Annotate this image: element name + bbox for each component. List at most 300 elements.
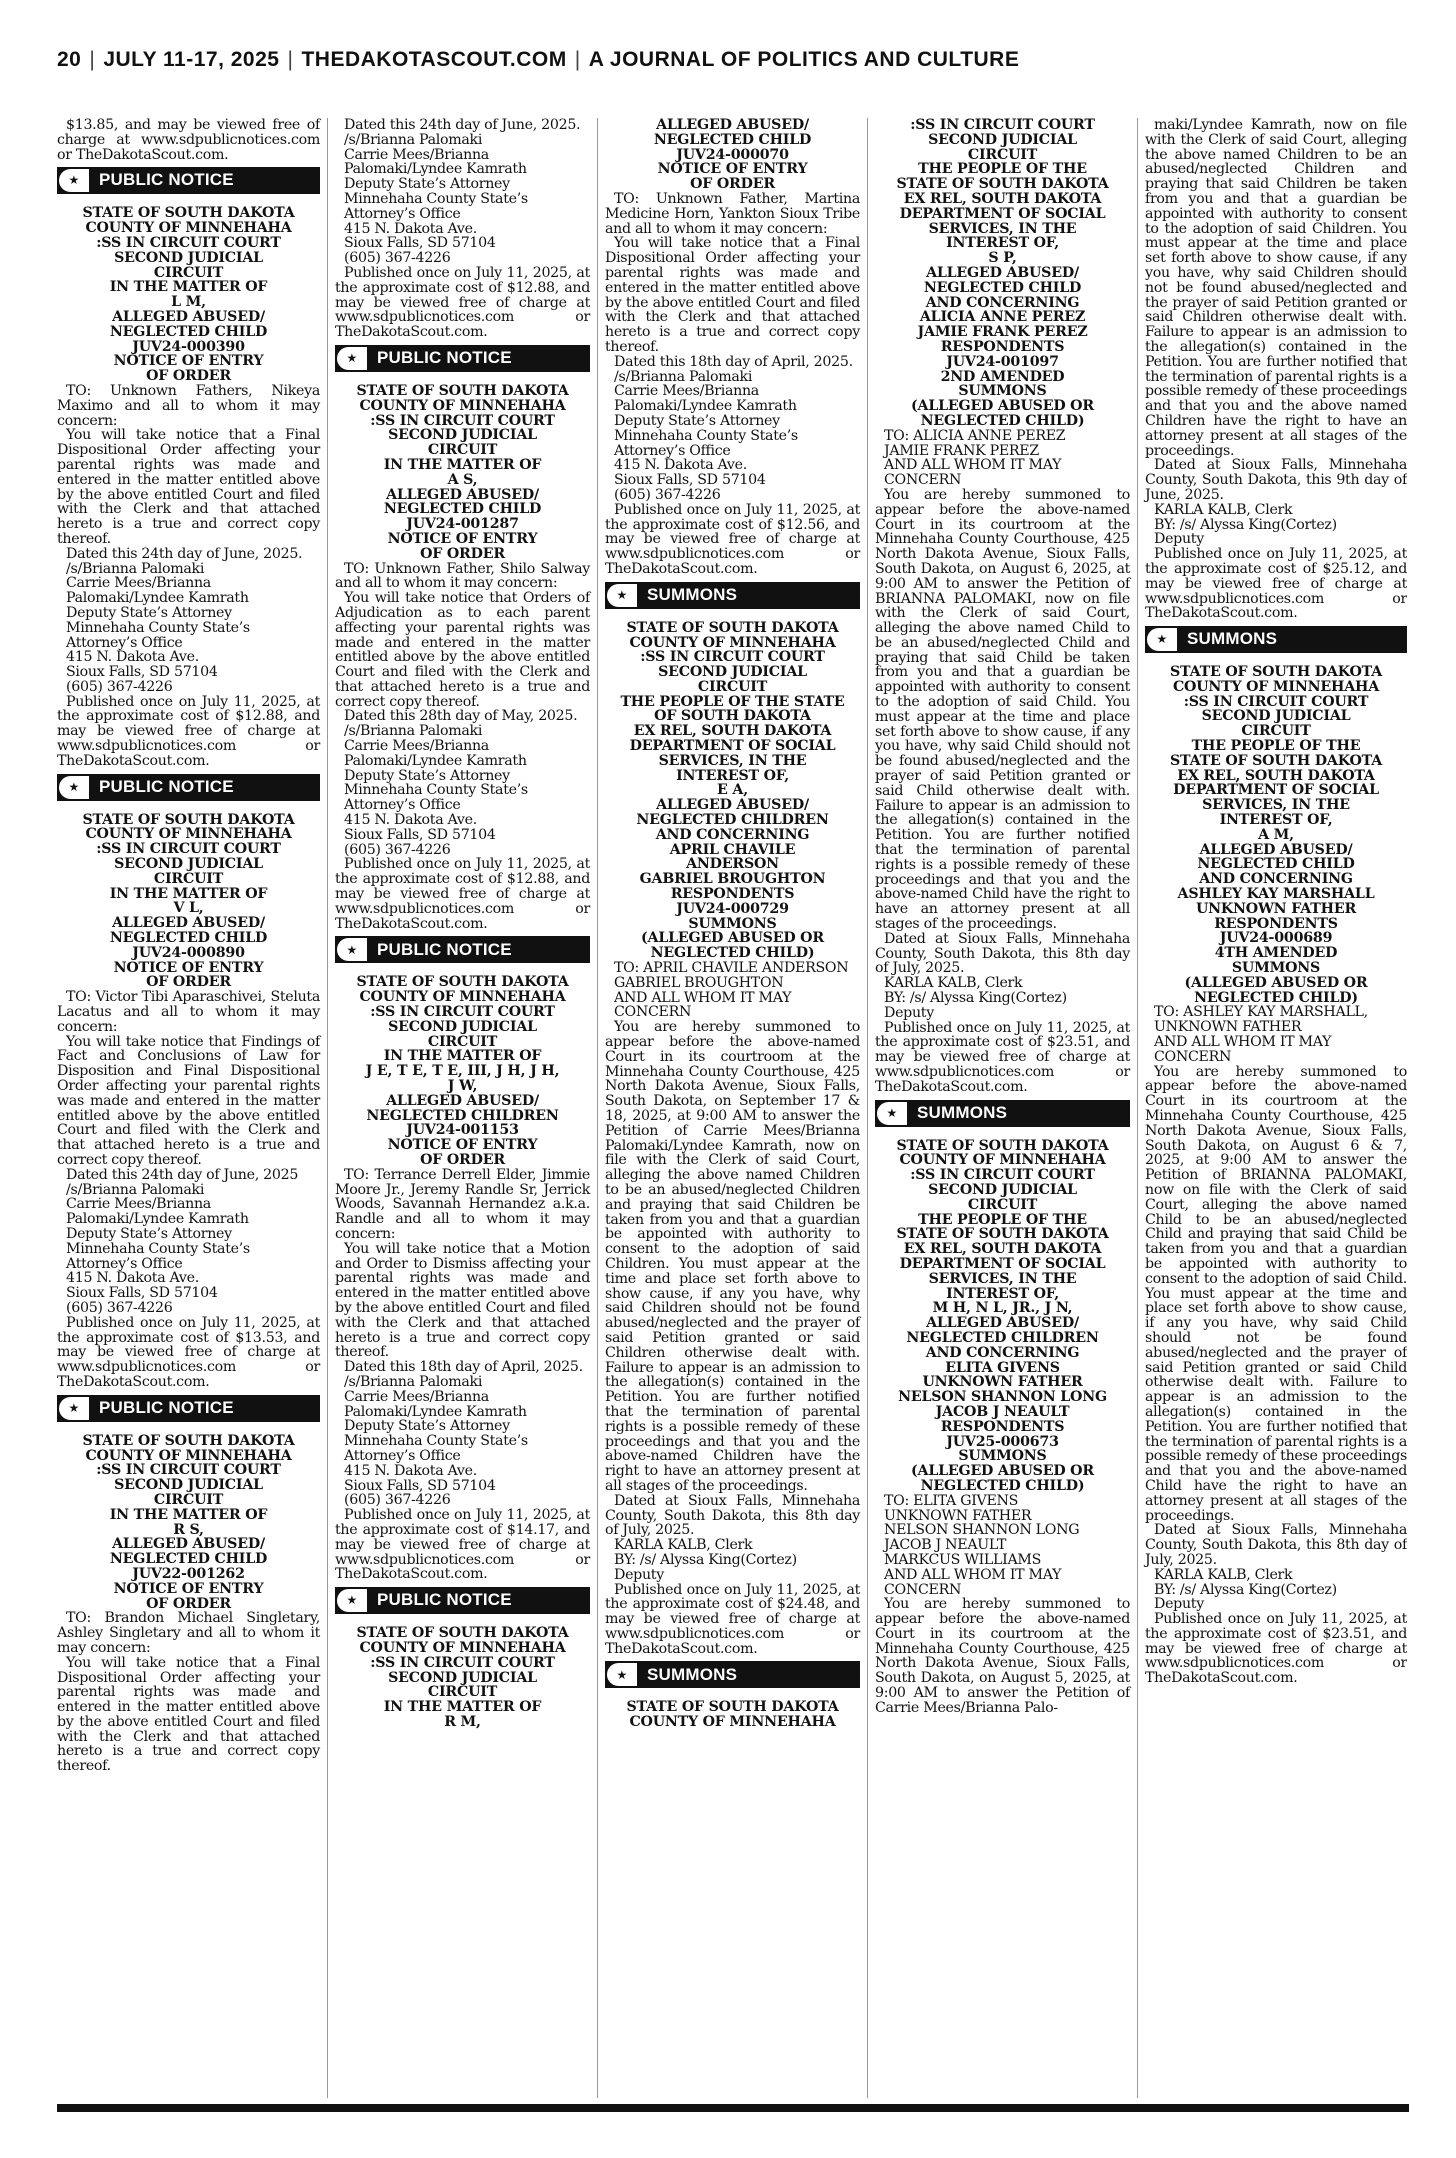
notice-heading-line: SECOND JUDICIAL	[928, 131, 1077, 148]
notice-heading-line: CIRCUIT	[967, 1196, 1038, 1213]
notice-paragraph: You will take notice that a Final Dispositional Order affecting your parental rights was made and entered in the matter entitled above by the above entitled Court and filed with the Clerk and that attached hereto is a true and correct copy thereof.	[605, 235, 860, 355]
notice-heading-line: EX REL, SOUTH DAKOTA	[1177, 767, 1375, 784]
notice-heading-line: COUNTY OF MINNEHAHA	[85, 826, 292, 843]
bottom-rule	[57, 2104, 1409, 2112]
column-2	[327, 118, 597, 2098]
notice-heading-line: NEGLECTED CHILD	[383, 501, 542, 518]
scout-logo-icon: ★	[875, 1100, 909, 1127]
notice-heading-line: STATE OF SOUTH DAKOTA	[82, 205, 295, 222]
notice-heading-line: NOTICE OF ENTRY	[113, 959, 264, 976]
signature-line: /s/Brianna Palomaki	[344, 723, 483, 740]
notice-heading-line: JUV24-000070	[676, 146, 789, 163]
signature-line: Carrie Mees/Brianna Palomaki/Lyndee Kamrath	[66, 575, 249, 607]
site-link[interactable]: THEDAKOTASCOUT.COM	[301, 48, 567, 71]
notice-heading-line: SECOND JUDICIAL	[388, 1018, 537, 1035]
notice-paragraph: You are hereby summoned to appear before the above-named Court in its courtroom at the Minnehaha County Courthouse, 425 North Dakota Avenue, Sioux Falls, South Dakota, on August 5, 2025, at 9:00 AM to answer the Petition of Carrie Mees/Brianna Palo-	[875, 1596, 1130, 1716]
signature-line: BY: /s/ Alyssa King(Cortez)	[1154, 516, 1337, 533]
signature-line: /s/Brianna Palomaki	[66, 1181, 205, 1198]
signature-line: Sioux Falls, SD 57104	[614, 472, 766, 489]
notice-paragraph: Dated this 18th day of April, 2025.	[344, 1359, 583, 1376]
notice-heading-line: SECOND JUDICIAL	[1201, 708, 1351, 725]
notice-heading-line: CIRCUIT	[427, 1033, 498, 1050]
notice-heading-line: DEPARTMENT OF SOCIAL	[899, 1255, 1106, 1272]
notice-heading-line: 4TH AMENDED	[1214, 945, 1338, 962]
scout-logo-icon: ★	[335, 936, 369, 963]
notice-heading-line: AND CONCERNING	[655, 826, 810, 843]
notice-recipient-line: TO: ASHLEY KAY MARSHALL, UNKNOWN FATHER	[1154, 1004, 1368, 1036]
notice-recipient-line: TO: ALICIA ANNE PEREZ	[884, 427, 1066, 444]
signature-line: 415 N. Dakota Ave.	[66, 649, 199, 666]
notice-heading-line: ELITA GIVENS	[945, 1359, 1060, 1376]
notice-heading-line: SERVICES, IN THE	[928, 220, 1077, 237]
signature-line: Deputy State’s Attorney	[344, 767, 510, 784]
notice-heading-line: A S,	[447, 471, 478, 488]
notice-heading-line: CIRCUIT	[427, 1684, 498, 1701]
notice-paragraph: TO: Unknown Fathers, Nikeya Maximo and all to whom it may concern:	[57, 382, 320, 429]
signature-line: (605) 367-4226	[614, 486, 721, 503]
notice-heading-line: SECOND JUDICIAL	[114, 856, 263, 873]
notice-heading-line: THE PEOPLE OF THE	[918, 1211, 1087, 1228]
notice-paragraph: TO: Victor Tibi Aparaschivei, Steluta Lacatus and all to whom it may concern:	[57, 989, 320, 1035]
signature-line: Carrie Mees/Brianna Palomaki/Lyndee Kamrath	[344, 146, 527, 178]
notice-heading-line: INTEREST OF,	[1219, 812, 1333, 829]
notice-heading-line: NOTICE OF ENTRY	[387, 530, 538, 547]
notice-heading-line: SERVICES, IN THE	[1202, 797, 1350, 814]
signature-line: Sioux Falls, SD 57104	[344, 235, 496, 252]
signature-line: KARLA KALB, Clerk	[1154, 501, 1293, 518]
notice-heading-line: IN THE MATTER OF	[109, 885, 268, 902]
notice-heading-line: IN THE MATTER OF	[383, 1699, 542, 1716]
notice-banner	[605, 1661, 860, 1688]
notice-heading-line: NEGLECTED CHILD	[653, 131, 812, 148]
notice-heading-line: :SS IN CIRCUIT COURT	[640, 649, 825, 666]
notice-heading-line: IN THE MATTER OF	[383, 456, 542, 473]
notice-heading-line: STATE OF SOUTH DAKOTA	[626, 619, 839, 636]
notice-heading-line: ALLEGED ABUSED/	[656, 797, 809, 814]
notice-heading-line: STATE OF SOUTH DAKOTA	[896, 176, 1109, 193]
scout-logo-icon: ★	[57, 167, 91, 194]
signature-line: Sioux Falls, SD 57104	[344, 826, 496, 843]
notice-heading-line: JUV24-000390	[132, 338, 245, 355]
notice-heading-line: SUMMONS	[1231, 960, 1321, 977]
banner-label: PUBLIC NOTICE	[377, 939, 512, 959]
signature-line: BY: /s/ Alyssa King(Cortez)	[884, 990, 1067, 1007]
publication-note: Published once on July 11, 2025, at the approximate cost of $13.53, and may be viewed free of charge at www.sdpublicnotices.com or TheDakotaScout.com.	[57, 1314, 320, 1390]
notice-recipient-line: MARKCUS WILLIAMS	[884, 1551, 1042, 1568]
signature-line: Minnehaha County State’s Attorney’s Office	[66, 1240, 250, 1272]
notice-heading-line: CIRCUIT	[153, 870, 224, 887]
signature-line: BY: /s/ Alyssa King(Cortez)	[614, 1551, 797, 1568]
notice-banner	[335, 345, 590, 372]
notice-heading-line: AND CONCERNING	[925, 294, 1080, 311]
notice-heading-line: UNKNOWN FATHER	[1195, 900, 1357, 917]
signature-line: 415 N. Dakota Ave.	[66, 1270, 199, 1287]
notice-heading-line: JUV24-000890	[132, 944, 245, 961]
banner-label: SUMMONS	[1187, 629, 1278, 649]
notice-heading-line: JAMIE FRANK PEREZ	[917, 324, 1088, 341]
notice-heading-line: M H, N L, JR., J N,	[932, 1300, 1073, 1317]
notice-heading-line: COUNTY OF MINNEHAHA	[899, 1152, 1106, 1169]
notice-heading-line: :SS IN CIRCUIT COURT	[370, 1654, 555, 1671]
notice-heading-line: SERVICES, IN THE	[928, 1270, 1077, 1287]
notice-heading-line: ALLEGED ABUSED/	[112, 308, 265, 325]
notice-heading-line: OF SOUTH DAKOTA	[654, 708, 811, 725]
notice-paragraph: Dated this 24th day of June, 2025	[66, 1166, 299, 1183]
notice-heading-line: ALLEGED ABUSED/	[926, 264, 1079, 281]
notice-recipient-line: NELSON SHANNON LONG	[884, 1522, 1080, 1539]
notice-heading-line: NOTICE OF ENTRY	[113, 353, 264, 370]
notice-heading-line: RESPONDENTS	[670, 886, 795, 903]
scout-logo-icon: ★	[605, 1661, 639, 1688]
notice-recipient-line: TO: ELITA GIVENS	[884, 1492, 1019, 1509]
notice-heading-line: CIRCUIT	[153, 1491, 224, 1508]
notice-recipient-line: GABRIEL BROUGHTON	[614, 974, 784, 991]
notice-recipient-line: AND ALL WHOM IT MAY CONCERN	[614, 989, 792, 1021]
signature-line: KARLA KALB, Clerk	[1154, 1566, 1293, 1583]
notice-paragraph: You are hereby summoned to appear before the above-named Court in its courtroom at the Minnehaha County Courthouse, 425 North Dakota Avenue, Sioux Falls, South Dakota, on August 6 & 7, 2025, at 9:00 AM to answer the Petition of BRIANNA PALOMAKI, now on file with the Clerk of said Court, alleging the above named Child to be an abused/neglected Child and praying that said Child be taken from you and that a guardian be appointed with authority to consent to the adoption of said Child. You must appear at the time and place set forth above to show cause, if any you have, why said Child should not be found abused/neglected and the prayer of said Petition granted or said Child otherwise dealt with. Failure to appear is an admission to the allegation(s) contained in the Petition. You are further notified that the termination of parental rights is a possible remedy of these proceedings and that you and the above-named Child have the right to have an attorney present at all stages of the proceedings.	[1145, 1063, 1407, 1524]
notice-heading-line: :SS IN CIRCUIT COURT	[910, 118, 1095, 133]
notice-heading-line: SUMMONS	[958, 1448, 1047, 1465]
notice-heading-line: COUNTY OF MINNEHAHA	[85, 1447, 292, 1464]
notice-heading-line: STATE OF SOUTH DAKOTA	[896, 1137, 1109, 1154]
notice-heading-line: JUV25-000673	[946, 1433, 1059, 1450]
notice-heading-line: JUV24-001153	[406, 1122, 519, 1139]
notice-heading-line: :SS IN CIRCUIT COURT	[1183, 693, 1369, 710]
notice-heading-line: NEGLECTED CHILD	[109, 930, 268, 947]
notice-heading-line: SECOND JUDICIAL	[388, 1669, 537, 1686]
signature-line: Carrie Mees/Brianna Palomaki/Lyndee Kamrath	[66, 1196, 249, 1228]
scout-logo-icon: ★	[1145, 626, 1179, 653]
notice-heading-line: DEPARTMENT OF SOCIAL	[629, 738, 836, 755]
notice-heading-line: RESPONDENTS	[940, 1418, 1065, 1435]
notice-heading-line: DEPARTMENT OF SOCIAL	[899, 205, 1106, 222]
signature-line: Carrie Mees/Brianna Palomaki/Lyndee Kamrath	[344, 1388, 527, 1420]
signature-line: (605) 367-4226	[66, 1299, 173, 1316]
notice-heading-line: JACOB J NEAULT	[935, 1403, 1070, 1420]
notice-heading-line: COUNTY OF MINNEHAHA	[1172, 678, 1380, 695]
notice-paragraph: Dated this 24th day of June, 2025.	[344, 118, 581, 133]
notice-heading-line: OF ORDER	[146, 974, 231, 991]
notice-heading-line: COUNTY OF MINNEHAHA	[85, 220, 292, 237]
notice-heading-line: L M,	[171, 294, 206, 311]
signature-line: Minnehaha County State’s Attorney’s Office	[344, 782, 528, 814]
notice-recipient-line: AND ALL WHOM IT MAY CONCERN	[884, 1566, 1062, 1598]
notice-paragraph: You will take notice that Findings of Fact and Conclusions of Law for Disposition and Final Dispositional Order affecting your parental rights was made and entered in the matter entitled above by the above entitled Court and filed with the Clerk and that attached hereto is a true and correct copy thereof.	[57, 1033, 320, 1168]
notice-recipient-line: AND ALL WHOM IT MAY CONCERN	[1154, 1034, 1332, 1065]
notice-heading-line: ALLEGED ABUSED/	[386, 1092, 539, 1109]
notice-heading-line: J E, T E, T E, III, J H, J H,	[365, 1063, 560, 1080]
signature-line: Minnehaha County State’s Attorney’s Office	[344, 190, 528, 222]
notice-heading-line: ASHLEY KAY MARSHALL	[1177, 886, 1375, 903]
notice-heading-line: DEPARTMENT OF SOCIAL	[1173, 782, 1379, 799]
notice-heading-line: INTEREST OF,	[676, 767, 789, 784]
signature-line: (605) 367-4226	[344, 1492, 451, 1509]
notice-heading-line: OF ORDER	[420, 1152, 505, 1168]
page-header: 20 | JULY 11-17, 2025 | THEDAKOTASCOUT.COM | A JOURNAL OF POLITICS AND CULTURE	[57, 48, 1020, 71]
banner-label: PUBLIC NOTICE	[377, 1590, 512, 1610]
notice-heading-line: NOTICE OF ENTRY	[113, 1580, 264, 1597]
notice-heading-line: NOTICE OF ENTRY	[657, 161, 808, 178]
publication-note: Published once on July 11, 2025, at the approximate cost of $23.51, and may be viewed free of charge at www.sdpublicnotices.com or TheDakotaScout.com.	[875, 1019, 1130, 1095]
notice-heading-line: NOTICE OF ENTRY	[387, 1137, 538, 1154]
notice-heading-line: SECOND JUDICIAL	[114, 249, 263, 266]
notice-heading-line: S P,	[988, 250, 1017, 267]
notice-heading-line: NEGLECTED CHILDREN	[906, 1329, 1099, 1346]
notice-heading-line: SECOND JUDICIAL	[388, 427, 537, 444]
notice-heading-line: STATE OF SOUTH DAKOTA	[1169, 752, 1383, 769]
notice-columns	[57, 118, 1409, 2098]
notice-heading-line: R M,	[444, 1713, 481, 1730]
column-5	[1137, 118, 1407, 2098]
notice-heading-line: GABRIEL BROUGHTON	[639, 871, 826, 888]
notice-heading-line: CIRCUIT	[1241, 723, 1311, 740]
notice-heading-line: COUNTY OF MINNEHAHA	[359, 989, 566, 1006]
notice-heading-line: V L,	[173, 900, 204, 917]
scout-logo-icon: ★	[335, 1587, 369, 1614]
notice-heading-line: EX REL, SOUTH DAKOTA	[903, 1241, 1102, 1258]
signature-line: /s/Brianna Palomaki	[614, 368, 753, 385]
signature-line: Carrie Mees/Brianna Palomaki/Lyndee Kamrath	[614, 383, 797, 415]
notice-heading-line: STATE OF SOUTH DAKOTA	[896, 1226, 1109, 1243]
signature-line: /s/Brianna Palomaki	[66, 560, 205, 577]
notice-heading-line: NEGLECTED CHILD	[109, 1551, 268, 1568]
notice-heading-line: 2ND AMENDED	[940, 368, 1065, 385]
notice-banner	[57, 774, 320, 801]
notice-heading-line: NEGLECTED CHILD)	[920, 1477, 1085, 1494]
notice-heading-line: NEGLECTED CHILDREN	[636, 812, 829, 829]
notice-heading-line: JUV24-001287	[406, 516, 519, 533]
scout-logo-icon: ★	[57, 774, 91, 801]
notice-heading-line: SUMMONS	[958, 383, 1047, 400]
notice-heading-line: :SS IN CIRCUIT COURT	[370, 412, 555, 429]
notice-heading-line: NEGLECTED CHILD	[923, 279, 1082, 296]
notice-paragraph: Dated this 18th day of April, 2025.	[614, 353, 853, 370]
notice-heading-line: EX REL, SOUTH DAKOTA	[633, 723, 832, 740]
notice-paragraph: Dated at Sioux Falls, Minnehaha County, South Dakota, this 8th day of July, 2025.	[605, 1492, 860, 1539]
notice-heading-line: :SS IN CIRCUIT COURT	[96, 234, 281, 251]
publication-note: Published once on July 11, 2025, at the approximate cost of $12.56, and may be viewed free of charge at www.sdpublicnotices.com or TheDakotaScout.com.	[605, 501, 860, 577]
notice-heading-line: R S,	[173, 1521, 204, 1538]
signature-line: Sioux Falls, SD 57104	[66, 1285, 218, 1302]
signature-line: Deputy State’s Attorney	[66, 1225, 232, 1242]
scout-logo-icon: ★	[335, 345, 369, 372]
notice-heading-line: OF ORDER	[690, 176, 775, 193]
publication-note: Published once on July 11, 2025, at the approximate cost of $12.88, and may be viewed free of charge at www.sdpublicnotices.com or TheDakotaScout.com.	[335, 856, 590, 932]
notice-banner	[57, 1395, 320, 1422]
publication-note: Published once on July 11, 2025, at the approximate cost of $12.88, and may be viewed free of charge at www.sdpublicnotices.com or TheDakotaScout.com.	[57, 693, 320, 769]
banner-label: SUMMONS	[647, 1664, 738, 1684]
notice-recipient-line: JACOB J NEAULT	[884, 1537, 1007, 1554]
notice-paragraph: Dated at Sioux Falls, Minnehaha County, South Dakota, this 8th day of July, 2025.	[875, 930, 1130, 977]
scout-logo-icon: ★	[605, 582, 639, 609]
notice-heading-line: JUV24-000689	[1219, 930, 1333, 947]
notice-heading-line: ALLEGED ABUSED/	[112, 1536, 265, 1553]
notice-heading-line: JUV22-001262	[132, 1565, 245, 1582]
notice-heading-line: COUNTY OF MINNEHAHA	[629, 634, 836, 651]
notice-heading-line: ALICIA ANNE PEREZ	[919, 309, 1086, 326]
notice-heading-line: A M,	[1258, 826, 1294, 843]
signature-line: Minnehaha County State’s Attorney’s Office	[66, 619, 250, 651]
notice-heading-line: OF ORDER	[420, 545, 505, 562]
signature-line: Deputy	[1154, 1596, 1204, 1613]
notice-heading-line: NEGLECTED CHILD	[1197, 856, 1355, 873]
notice-heading-line: E A,	[717, 782, 748, 799]
notice-heading-line: COUNTY OF MINNEHAHA	[629, 1714, 836, 1731]
publication-note: Published once on July 11, 2025, at the approximate cost of $12.88, and may be viewed free of charge at www.sdpublicnotices.com or TheDakotaScout.com.	[335, 264, 590, 341]
signature-line: /s/Brianna Palomaki	[344, 1373, 483, 1390]
notice-paragraph: You will take notice that a Final Dispositional Order affecting your parental rights was made and entered in the matter entitled above by the above entitled Court and filed with the Clerk and that attached hereto is a true and correct copy thereof.	[57, 427, 320, 547]
notice-heading-line: NEGLECTED CHILD)	[1194, 989, 1358, 1006]
notice-heading-line: AND CONCERNING	[1199, 871, 1353, 888]
notice-heading-line: STATE OF SOUTH DAKOTA	[626, 1699, 839, 1716]
notice-heading-line: NELSON SHANNON LONG	[898, 1389, 1107, 1406]
notice-heading-line: ALLEGED ABUSED/	[386, 486, 539, 503]
notice-paragraph: You are hereby summoned to appear before the above-named Court in its courtroom at the Minnehaha County Courthouse, 425 North Dakota Avenue, Sioux Falls, South Dakota, on September 17 & 18, 2025, at 9:00 AM to answer the Petition of Carrie Mees/Brianna Palomaki/Lyndee Kamrath, now on file with the Clerk of said Court, alleging the above named Children to be an abused/neglected Children and praying that said Children be taken from you and that a guardian be appointed with authority to consent to the adoption of said Children. You must appear at the time and place set forth above to show cause, if any you have, why said Children should not be found abused/neglected and the prayer of said Petition granted or said Children otherwise dealt with. Failure to appear is an admission to the allegation(s) contained in the Petition. You are further notified that the termination of parental rights is a possible remedy of these proceedings and that you and the above-named Children have the right to have an attorney present at all stages of the proceedings.	[605, 1019, 860, 1494]
notice-banner	[1145, 626, 1407, 653]
notice-paragraph: TO: Unknown Father, Martina Medicine Horn, Yankton Sioux Tribe and all to whom it may concern:	[605, 190, 860, 237]
notice-heading-line: J W,	[447, 1078, 478, 1095]
notice-heading-line: IN THE MATTER OF	[109, 279, 268, 296]
notice-heading-line: CIRCUIT	[153, 264, 224, 281]
signature-line: 415 N. Dakota Ave.	[614, 457, 747, 474]
notice-heading-line: RESPONDENTS	[1214, 915, 1338, 932]
signature-line: (605) 367-4226	[66, 678, 173, 695]
notice-paragraph: You are hereby summoned to appear before the above-named Court in its courtroom at the Minnehaha County Courthouse, 425 North Dakota Avenue, Sioux Falls, South Dakota, on August 6, 2025, at 9:00 AM to answer the Petition of BRIANNA PALOMAKI, now on file with the Clerk of said Court, alleging the above named Child to be an abused/neglected Child and praying that said Child be taken from you and that a guardian be appointed with authority to consent to the adoption of said Child. You must appear at the time and place set forth above to show cause, if any you have, why said Child should not be found abused/neglected and the prayer of said Petition granted or said Child otherwise dealt with. Failure to appear is an admission to the allegation(s) contained in the Petition. You are further notified that the termination of parental rights is a possible remedy of these proceedings and that you and the above-named Child have the right to have an attorney present at all stages of the proceedings.	[875, 486, 1130, 933]
column-1	[57, 118, 327, 2098]
notice-heading-line: OF ORDER	[146, 1595, 231, 1612]
signature-line: Deputy State’s Attorney	[614, 412, 780, 429]
notice-heading-line: JUV24-001097	[946, 353, 1059, 370]
notice-heading-line: STATE OF SOUTH DAKOTA	[356, 382, 569, 399]
notice-paragraph: You will take notice that a Final Dispositional Order affecting your parental rights was made and entered in the matter entitled above by the above entitled Court and filed with the Clerk and that attached hereto is a true and correct copy thereof.	[57, 1654, 320, 1775]
notice-heading-line: SUMMONS	[688, 915, 777, 932]
notice-heading-line: STATE OF SOUTH DAKOTA	[356, 974, 569, 991]
notice-heading-line: ALLEGED ABUSED/	[656, 118, 809, 133]
column-4	[867, 118, 1137, 2098]
notice-heading-line: IN THE MATTER OF	[109, 1506, 268, 1523]
signature-line: KARLA KALB, Clerk	[614, 1537, 753, 1554]
notice-banner	[605, 582, 860, 609]
signature-line: /s/Brianna Palomaki	[344, 131, 483, 148]
signature-line: 415 N. Dakota Ave.	[344, 812, 477, 829]
notice-paragraph: Dated this 24th day of June, 2025.	[66, 545, 303, 562]
publication-note: $13.85, and may be viewed free of charge at www.sdpublicnotices.com or TheDakotaScout.com.	[57, 118, 320, 163]
signature-line: Deputy	[884, 1004, 934, 1021]
banner-label: PUBLIC NOTICE	[99, 776, 234, 796]
notice-heading-line: STATE OF SOUTH DAKOTA	[1169, 664, 1383, 681]
notice-heading-line: CIRCUIT	[967, 146, 1038, 163]
notice-heading-line: THE PEOPLE OF THE	[918, 161, 1087, 178]
notice-paragraph: Dated this 28th day of May, 2025.	[344, 708, 578, 725]
banner-label: PUBLIC NOTICE	[99, 170, 234, 190]
notice-paragraph: TO: Terrance Derrell Elder, Jimmie Moore Jr., Jeremy Randle Sr, Jerrick Woods, Savannah Hernandez a.k.a. Randle and all to whom it may concern:	[335, 1166, 590, 1242]
notice-heading-line: NEGLECTED CHILD)	[920, 412, 1085, 429]
notice-heading-line: :SS IN CIRCUIT COURT	[96, 841, 281, 858]
banner-label: PUBLIC NOTICE	[377, 348, 512, 368]
notice-paragraph: You will take notice that Orders of Adjudication as to each parent affecting your parental rights was made and entered in the matter entitled above by the above entitled Court and filed with the Clerk and that attached hereto is a true and correct copy thereof.	[335, 590, 590, 710]
issue-dates: JULY 11-17, 2025	[103, 48, 280, 71]
notice-heading-line: SECOND JUDICIAL	[114, 1477, 263, 1494]
notice-recipient-line: TO: APRIL CHAVILE ANDERSON	[614, 960, 849, 977]
notice-heading-line: ALLEGED ABUSED/	[926, 1315, 1079, 1332]
notice-heading-line: (ALLEGED ABUSED OR	[911, 1463, 1094, 1480]
notice-heading-line: STATE OF SOUTH DAKOTA	[82, 1432, 295, 1449]
signature-line: Deputy	[614, 1566, 664, 1583]
notice-heading-line: :SS IN CIRCUIT COURT	[910, 1167, 1095, 1184]
signature-line: Deputy State’s Attorney	[344, 176, 510, 193]
notice-paragraph: TO: Unknown Father, Shilo Salway and all to whom it may concern:	[335, 560, 590, 592]
notice-recipient-line: AND ALL WHOM IT MAY CONCERN	[884, 457, 1062, 489]
notice-heading-line: NEGLECTED CHILD)	[650, 945, 815, 962]
tagline: A JOURNAL OF POLITICS AND CULTURE	[588, 48, 1020, 71]
notice-heading-line: THE PEOPLE OF THE	[1191, 738, 1361, 755]
notice-banner	[57, 167, 320, 194]
signature-line: Deputy State’s Attorney	[66, 604, 232, 621]
signature-line: Deputy State’s Attorney	[344, 1418, 510, 1435]
page-number: 20	[57, 48, 82, 71]
banner-label: SUMMONS	[647, 584, 738, 604]
notice-paragraph: Dated at Sioux Falls, Minnehaha County, South Dakota, this 8th day of July, 2025.	[1145, 1522, 1407, 1568]
notice-heading-line: (ALLEGED ABUSED OR	[1184, 974, 1368, 991]
banner-label: SUMMONS	[917, 1102, 1008, 1122]
notice-recipient-line: JAMIE FRANK PEREZ	[884, 442, 1039, 459]
publication-note: Published once on July 11, 2025, at the approximate cost of $23.51, and may be viewed free of charge at www.sdpublicnotices.com or TheDakotaScout.com.	[1145, 1611, 1407, 1687]
banner-label: PUBLIC NOTICE	[99, 1397, 234, 1417]
notice-heading-line: (ALLEGED ABUSED OR	[911, 398, 1094, 415]
signature-line: BY: /s/ Alyssa King(Cortez)	[1154, 1581, 1337, 1598]
column-3	[597, 118, 867, 2098]
notice-paragraph: Dated at Sioux Falls, Minnehaha County, South Dakota, this 9th day of June, 2025.	[1145, 457, 1407, 503]
notice-heading-line: COUNTY OF MINNEHAHA	[359, 1639, 566, 1656]
notice-heading-line: ALLEGED ABUSED/	[112, 915, 265, 932]
notice-heading-line: INTEREST OF,	[946, 1285, 1059, 1302]
scout-logo-icon: ★	[57, 1395, 91, 1422]
notice-heading-line: ALLEGED ABUSED/	[1199, 841, 1353, 858]
notice-heading-line: EX REL, SOUTH DAKOTA	[903, 190, 1102, 207]
notice-paragraph: You will take notice that a Motion and Order to Dismiss affecting your parental rights was made and entered in the matter entitled above by the above entitled Court and filed with the Clerk and that attached hereto is a true and correct copy thereof.	[335, 1240, 590, 1361]
signature-line: KARLA KALB, Clerk	[884, 975, 1023, 992]
notice-heading-line: ANDERSON	[686, 856, 779, 873]
notice-heading-line: JUV24-000729	[676, 900, 789, 917]
notice-heading-line: STATE OF SOUTH DAKOTA	[356, 1625, 569, 1642]
notice-paragraph: TO: Brandon Michael Singletary, Ashley Singletary and all to whom it may concern:	[57, 1610, 320, 1656]
notice-banner	[875, 1100, 1130, 1127]
notice-heading-line: THE PEOPLE OF THE STATE	[620, 693, 845, 710]
signature-line: 415 N. Dakota Ave.	[344, 220, 477, 237]
notice-recipient-line: UNKNOWN FATHER	[884, 1507, 1032, 1524]
notice-heading-line: NEGLECTED CHILD	[109, 323, 268, 340]
signature-line: (605) 367-4226	[344, 250, 451, 267]
signature-line: Deputy	[1154, 531, 1204, 548]
signature-line: Sioux Falls, SD 57104	[66, 664, 218, 681]
notice-heading-line: OF ORDER	[146, 368, 231, 385]
notice-banner	[335, 936, 590, 963]
signature-line: Minnehaha County State’s Attorney’s Office	[614, 427, 798, 459]
signature-line: (605) 367-4226	[344, 841, 451, 858]
signature-line: Sioux Falls, SD 57104	[344, 1477, 496, 1494]
notice-heading-line: CIRCUIT	[697, 678, 768, 695]
notice-heading-line: SERVICES, IN THE	[658, 752, 807, 769]
publication-note: Published once on July 11, 2025, at the approximate cost of $24.48, and may be viewed free of charge at www.sdpublicnotices.com or TheDakotaScout.com.	[605, 1581, 860, 1657]
notice-heading-line: STATE OF SOUTH DAKOTA	[82, 811, 295, 828]
publication-note: Published once on July 11, 2025, at the approximate cost of $14.17, and may be viewed free of charge at www.sdpublicnotices.com or TheDakotaScout.com.	[335, 1507, 590, 1583]
signature-line: Carrie Mees/Brianna Palomaki/Lyndee Kamrath	[344, 738, 527, 769]
notice-heading-line: SECOND JUDICIAL	[658, 664, 807, 681]
notice-heading-line: NEGLECTED CHILDREN	[366, 1107, 559, 1124]
notice-heading-line: SECOND JUDICIAL	[928, 1181, 1077, 1198]
notice-heading-line: INTEREST OF,	[946, 235, 1059, 252]
publication-note: Published once on July 11, 2025, at the approximate cost of $25.12, and may be viewed free of charge at www.sdpublicnotices.com or TheDakotaScout.com.	[1145, 546, 1407, 622]
